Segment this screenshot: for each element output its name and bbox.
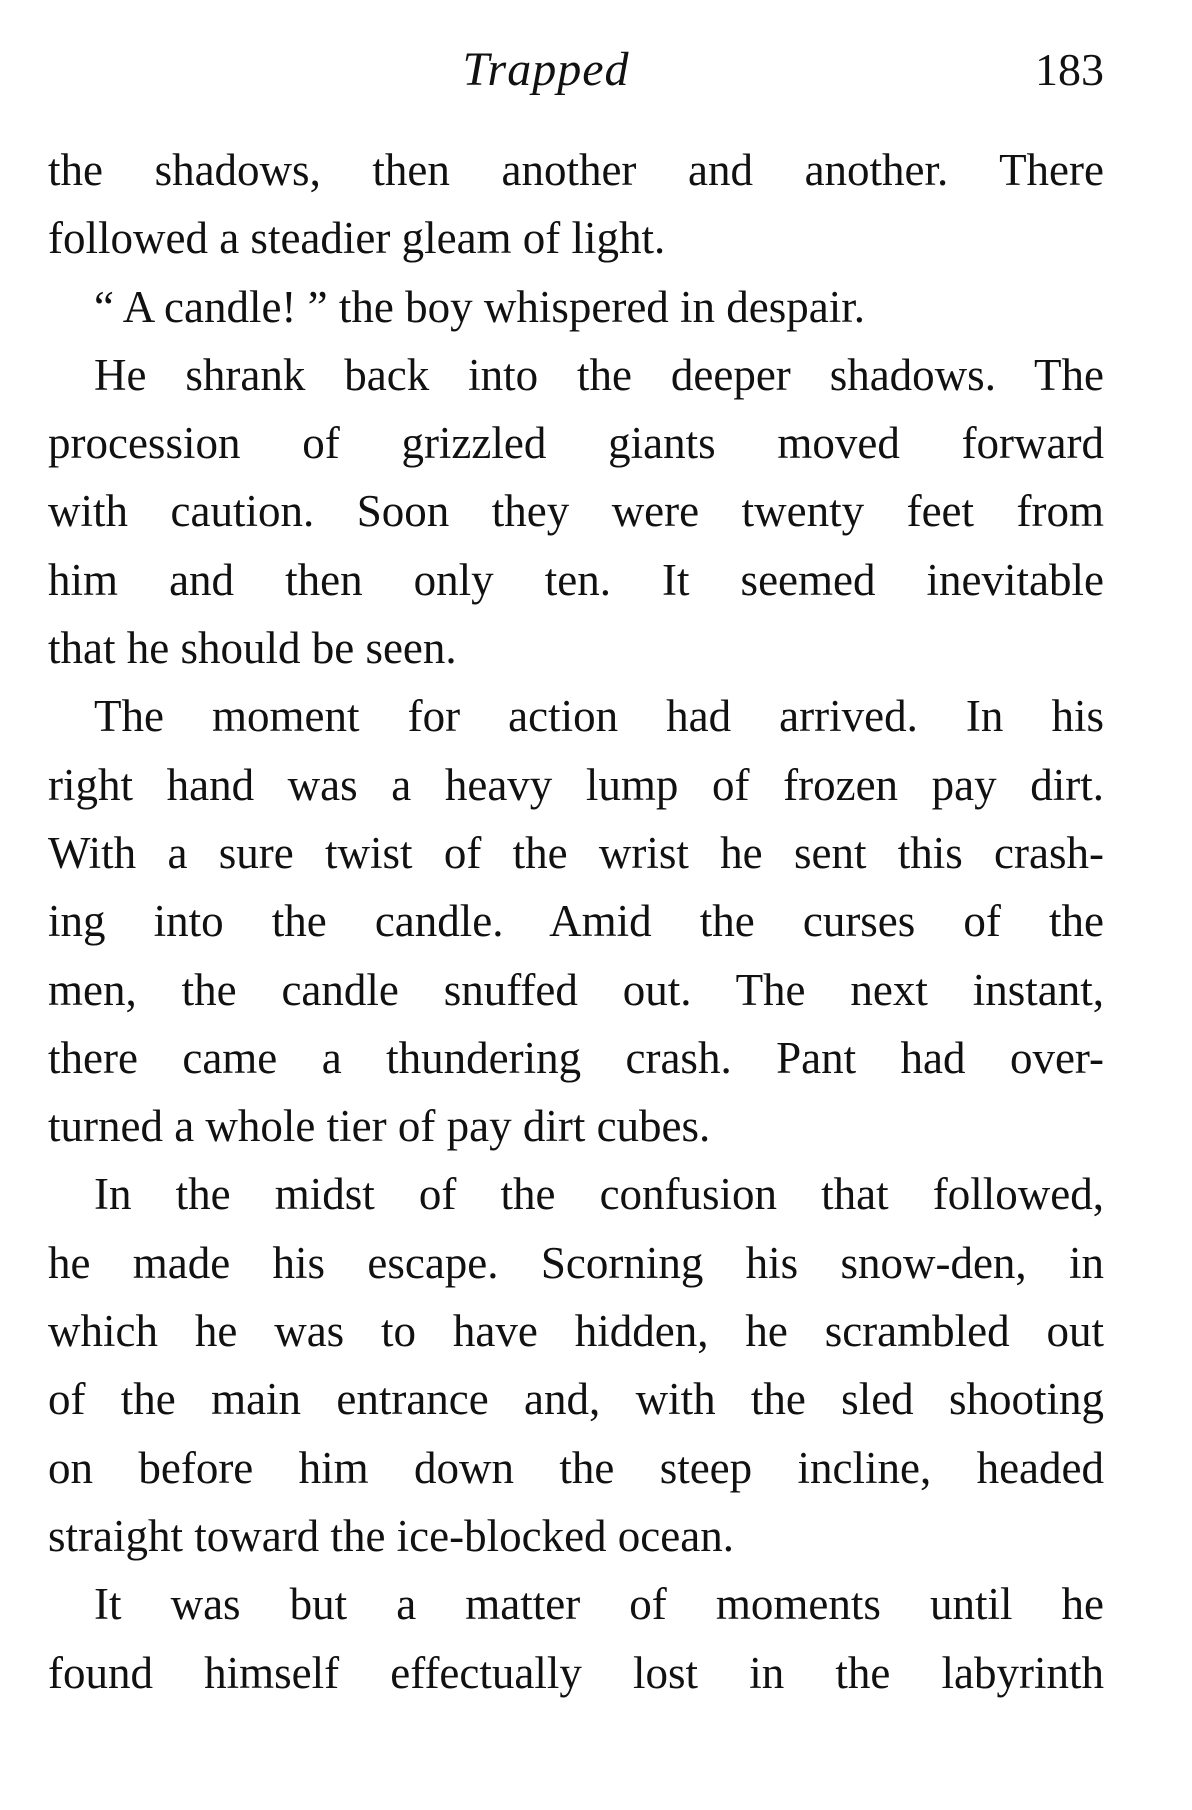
text-line: procession of grizzled giants moved forward	[48, 418, 1104, 469]
text-line: on before him down the steep incline, headed	[48, 1442, 1104, 1493]
text-line: “ A candle! ” the boy whispered in despair.	[94, 281, 866, 332]
running-head	[48, 40, 1104, 100]
text-line: The moment for action had arrived. In his	[94, 691, 1104, 742]
text-line: of the main entrance and, with the sled shooting	[48, 1374, 1104, 1425]
text-line: he made his escape. Scorning his snow-den, in	[48, 1237, 1104, 1288]
text-line: with caution. Soon they were twenty feet from	[48, 486, 1104, 537]
text-line: In the midst of the confusion that followed,	[94, 1169, 1104, 1220]
running-title: Trapped	[462, 43, 630, 96]
text-line: him and then only ten. It seemed inevitable	[48, 554, 1104, 605]
text-line: followed a steadier gleam of light.	[48, 213, 666, 264]
text-line: ing into the candle. Amid the curses of the	[48, 896, 1104, 947]
text-line: found himself effectually lost in the labyrinth	[48, 1647, 1104, 1698]
text-line: It was but a matter of moments until he	[94, 1579, 1104, 1630]
text-line: He shrank back into the deeper shadows. The	[94, 349, 1104, 400]
text-line: there came a thundering crash. Pant had over-	[48, 1032, 1104, 1083]
text-line: which he was to have hidden, he scrambled out	[48, 1306, 1104, 1357]
text-line: the shadows, then another and another. There	[48, 145, 1104, 195]
text-line: men, the candle snuffed out. The next instant,	[48, 964, 1104, 1015]
body-text	[48, 136, 1104, 1707]
text-line: that he should be seen.	[48, 623, 457, 674]
page-number: 183	[1035, 44, 1104, 95]
text-line: straight toward the ice-blocked ocean.	[48, 1510, 734, 1561]
text-line: With a sure twist of the wrist he sent this crash-	[48, 827, 1104, 878]
text-line: right hand was a heavy lump of frozen pay dirt.	[48, 759, 1104, 810]
text-line: turned a whole tier of pay dirt cubes.	[48, 1101, 711, 1152]
